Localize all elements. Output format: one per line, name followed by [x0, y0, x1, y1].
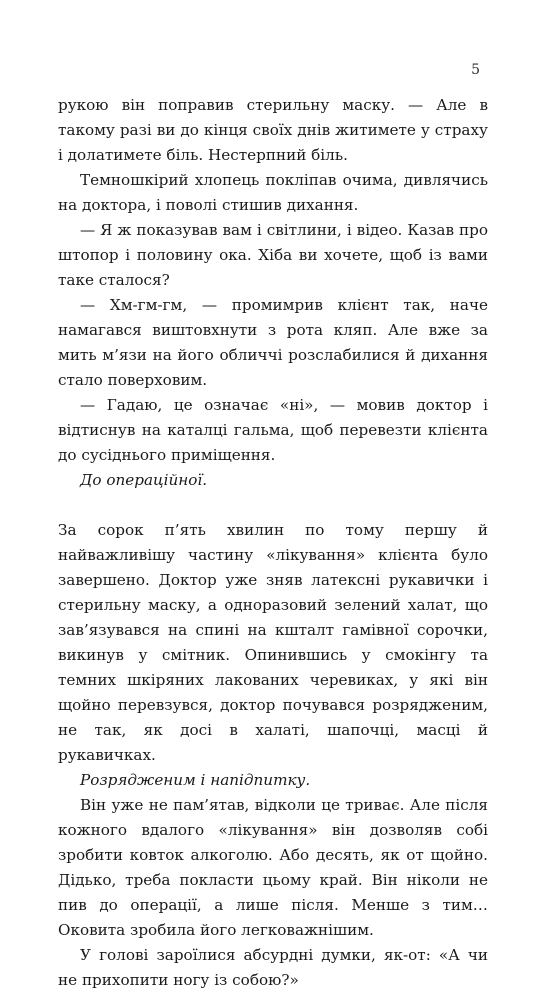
- paragraph: У голові зароїлися абсурдні думки, як-от: «А чи не прихопити ногу із собою?»: [58, 946, 488, 989]
- page-number: 5: [471, 62, 480, 78]
- paragraph: Темношкірий хлопець покліпав очима, дивлячись на доктора, і поволі стишив дихання.: [58, 171, 488, 214]
- paragraph: — Гадаю, це означає «ні», — мовив доктор і відтиснув на каталці гальма, щоб перевезти клієнта до сусіднього приміщення.: [58, 396, 488, 464]
- body-text: [58, 93, 488, 993]
- paragraph: Він уже не пам’ятав, відколи це триває. Але після кожного вдалого «лікування» він дозволяв собі зробити ковток алкоголю. Або десять, як от щойно. Дідько, треба покласти цьому край. Він ніколи не пив до операції, а лише після. Менше з тим… Оковита зробила його легковажнішим.: [58, 796, 488, 939]
- paragraph: — Я ж показував вам і світлини, і відео. Казав про штопор і половину ока. Хіба ви хочете, щоб із вами таке сталося?: [58, 221, 488, 289]
- paragraph: — Хм-гм-гм, — промимрив клієнт так, наче намагався виштовхнути з рота кляп. Але вже за мить м’язи на його обличчі розслабилися й дихання стало поверховим.: [58, 296, 488, 389]
- paragraph: За сорок п’ять хвилин по тому першу й найважливішу частину «лікування» клієнта було завершено. Доктор уже зняв латексні рукавички і стерильну маску, а одноразовий зелений халат, що зав’язувався на спині на кшталт гамівної сорочки, викинув у смітник. Опинившись у смокінгу та темних шкіряних лакованих черевиках, у які він щойно перевзувся, доктор почувався розрядженим, не так, як досі в халаті, шапочці, масці й рукавичках.: [58, 521, 488, 764]
- paragraph-italic: До операційної.: [80, 471, 208, 489]
- paragraph-italic: Розрядженим і напідпитку.: [80, 771, 311, 789]
- paragraph: рукою він поправив стерильну маску. — Але в такому разі ви до кінця своїх днів житимете у страху і долатимете біль. Нестерпний біль.: [58, 96, 488, 164]
